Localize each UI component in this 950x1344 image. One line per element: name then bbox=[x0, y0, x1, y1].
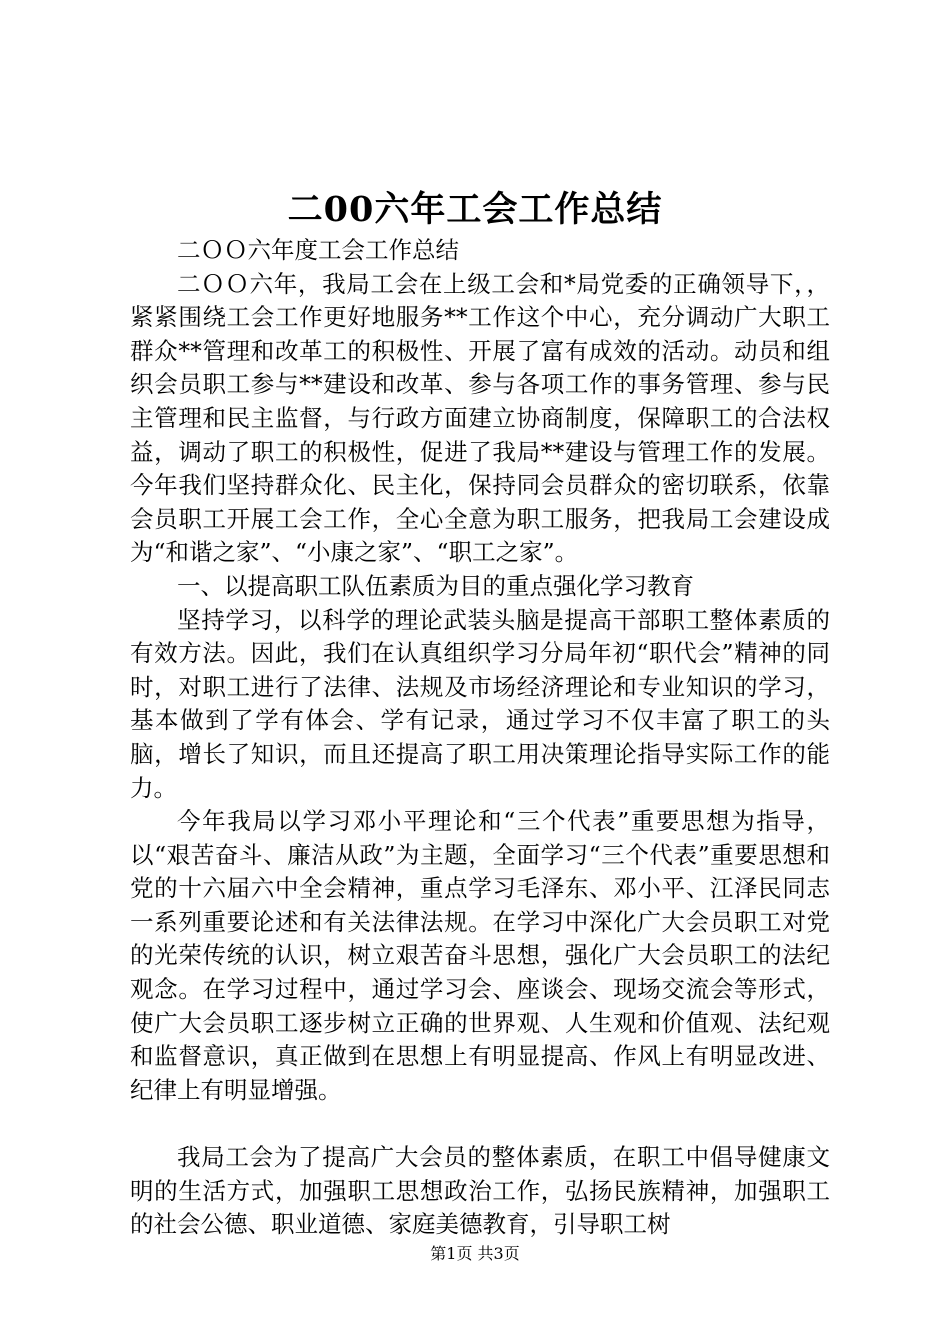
section-heading-1: 一、以提高职工队伍素质为目的重点强化学习教育 bbox=[177, 571, 694, 600]
paragraph-subtitle: 二ＯＯ六年度工会工作总结 bbox=[177, 236, 459, 264]
page-footer: 第1页 共3页 bbox=[430, 1244, 520, 1263]
document-body bbox=[130, 234, 830, 1242]
paragraph-quality: 我局工会为了提高广大会员的整体素质，在职工中倡导健康文明的生活方式，加强职工思想政治工作，弘扬民族精神，加强职工的社会公德、职业道德、家庭美德教育，引导职工树 bbox=[130, 1143, 830, 1239]
paragraph-study: 坚持学习，以科学的理论武装头脑是提高干部职工整体素质的有效方法。因此，我们在认真组织学习分局年初“职代会”精神的同时，对职工进行了法律、法规及市场经济理论和专业知识的学习，基本做到了学有体会、学有记录，通过学习不仅丰富了职工的头脑，增长了知识，而且还提高了职工用决策理论指导实际工作的能力。 bbox=[130, 605, 830, 802]
document-title: 二00六年工会工作总结 bbox=[287, 189, 663, 230]
paragraph-theory: 今年我局以学习邓小平理论和“三个代表”重要思想为指导，以“艰苦奋斗、廉洁从政”为主题，全面学习“三个代表”重要思想和党的十六届六中全会精神，重点学习毛泽东、邓小平、江泽民同志一系列重要论述和有关法律法规。在学习中深化广大会员职工对党的光荣传统的认识，树立艰苦奋斗思想，强化广大会员职工的法纪观念。在学习过程中，通过学习会、座谈会、现场交流会等形式，使广大会员职工逐步树立正确的世界观、人生观和价值观、法纪观和监督意识，真正做到在思想上有明显提高、作风上有明显改进、纪律上有明显增强。 bbox=[130, 807, 830, 1104]
paragraph-intro: 二ＯＯ六年，我局工会在上级工会和*局党委的正确领导下，，紧紧围绕工会工作更好地服务**工作这个中心，充分调动广大职工群众**管理和改革工的积极性、开展了富有成效的活动。动员和组织会员职工参与**建设和改革、参与各项工作的事务管理、参与民主管理和民主监督，与行政方面建立协商制度，保障职工的合法权益，调动了职工的积极性，促进了我局**建设与管理工作的发展。今年我们坚持群众化、民主化，保持同会员群众的密切联系，依靠会员职工开展工会工作，全心全意为职工服务，把我局工会建设成为“和谐之家”、“小康之家”、“职工之家”。 bbox=[130, 269, 830, 567]
